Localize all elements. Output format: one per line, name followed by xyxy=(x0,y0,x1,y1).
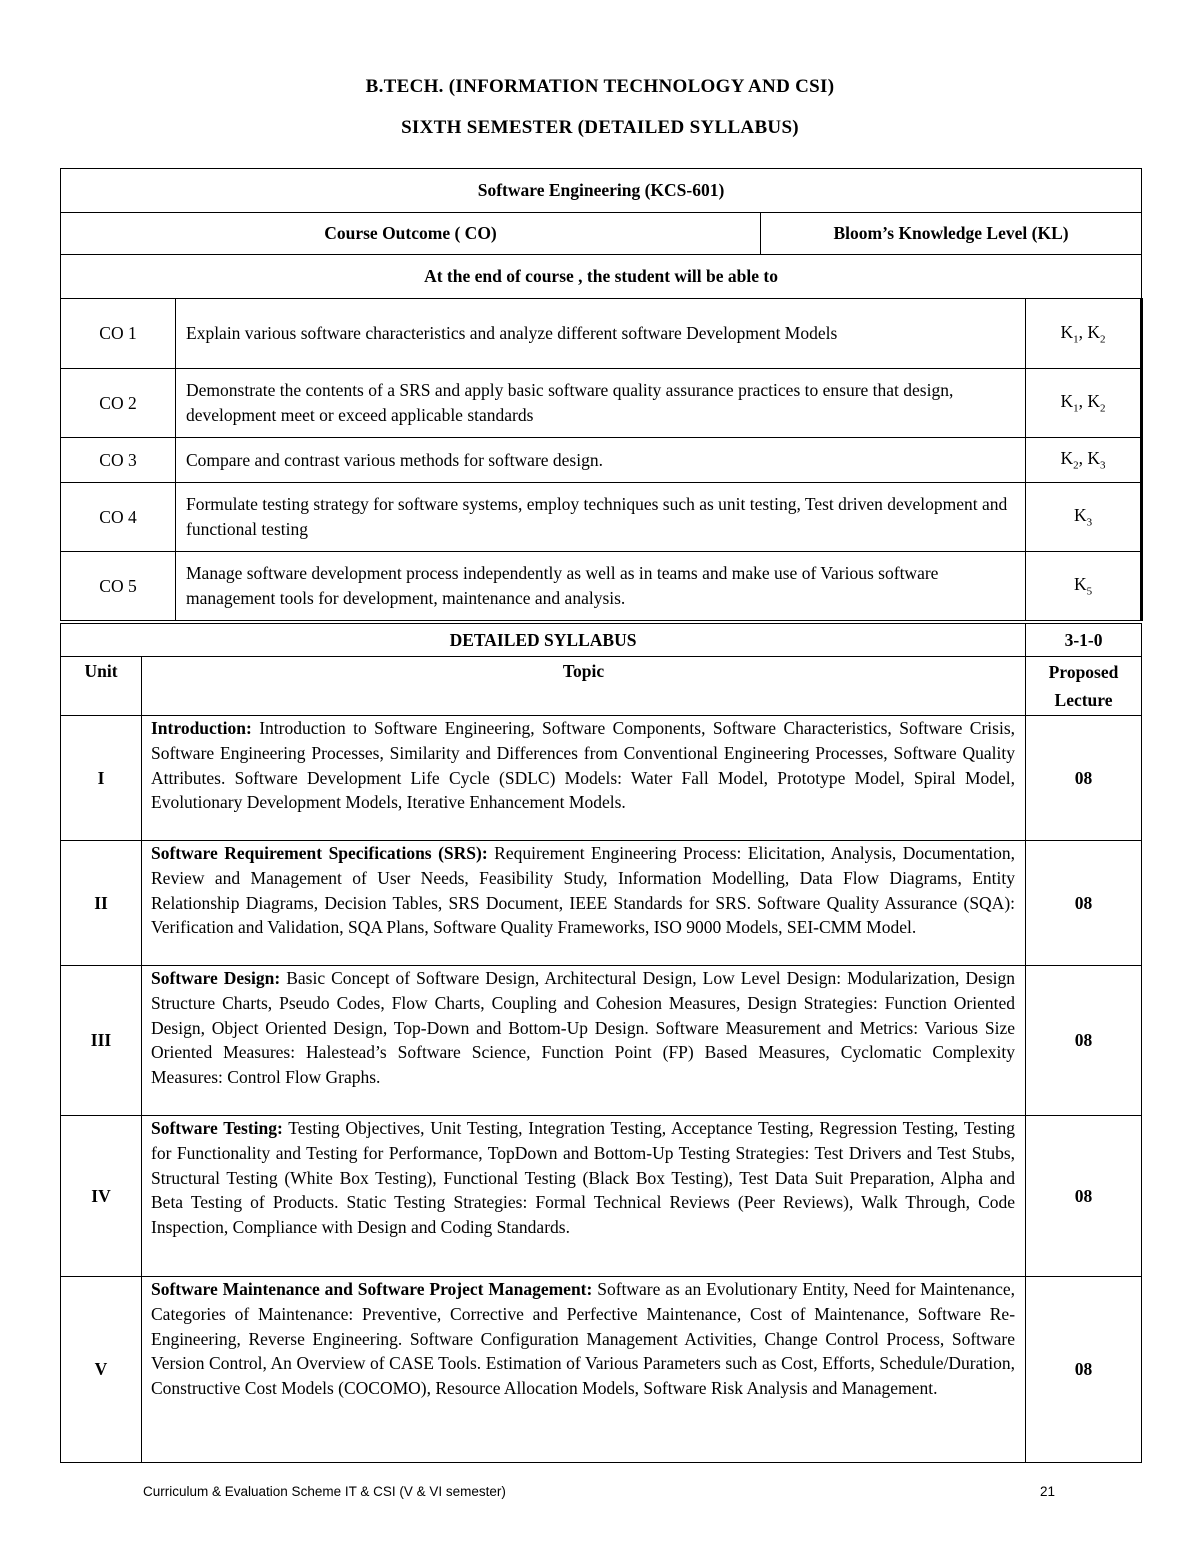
lecture-count: 08 xyxy=(1026,1116,1142,1277)
lecture-count: 08 xyxy=(1026,966,1142,1116)
co-id: CO 2 xyxy=(61,369,176,438)
unit-number: II xyxy=(61,841,142,966)
topic-heading: Introduction: xyxy=(151,718,252,738)
unit-number: III xyxy=(61,966,142,1116)
topic-body: Basic Concept of Software Design, Architectural Design, Low Level Design: Modularization, Design Structure Charts, Pseudo Codes, Flow Charts, Coupling and Cohesion Measures, Design Strategies: Function Oriented Design, Object Oriented Design, Top-Down and Bottom-Up Design. Software Measurement and Metrics: Various Size Oriented Measures: Halestead’s Software Science, Function Point (FP) Based Measures, Cyclomatic Complexity Measures: Control Flow Graphs. xyxy=(151,968,1016,1088)
topic-heading: Software Requirement Specifications (SRS): xyxy=(151,843,488,863)
document-subtitle: SIXTH SEMESTER (DETAILED SYLLABUS) xyxy=(401,117,799,138)
page-footer: Curriculum & Evaluation Scheme IT & CSI (V & VI semester) xyxy=(143,1484,506,1499)
table-row xyxy=(61,1116,1142,1277)
unit-topic xyxy=(142,716,1026,841)
unit-topic xyxy=(142,1277,1026,1463)
unit-topic xyxy=(142,966,1026,1116)
course-name: Software Engineering (KCS-601) xyxy=(61,169,1142,213)
co-kl: $K_1$, $K_2$ xyxy=(1026,299,1142,369)
lecture-count: 08 xyxy=(1026,1277,1142,1463)
table-row xyxy=(61,299,1142,369)
unit-number: IV xyxy=(61,1116,142,1277)
course-outcome-table xyxy=(60,168,1143,621)
topic-body: Requirement Engineering Process: Elicitation, Analysis, Documentation, Review and Management of User Needs, Feasibility Study, Information Modelling, Data Flow Diagrams, Entity Relationship Diagrams, Decision Tables, SRS Document, IEEE Standards for SRS. Software Quality Assurance (SQA): Verification and Validation, SQA Plans, Software Quality Frameworks, ISO 9000 Models, SEI-CMM Model. xyxy=(151,843,1016,938)
co-id: CO 4 xyxy=(61,483,176,552)
course-intro: At the end of course , the student will be able to xyxy=(61,255,1142,299)
topic-body: Testing Objectives, Unit Testing, Integration Testing, Acceptance Testing, Regression Testing, Testing for Functionality and Testing for Performance, TopDown and Bottom-Up Testing Strategies: Test Drivers and Test Stubs, Structural Testing (White Box Testing), Functional Testing (Black Box Testing), Test Data Suit Preparation, Alpha and Beta Testing of Products. Static Testing Strategies: Formal Technical Reviews (Peer Reviews), Walk Through, Code Inspection, Compliance with Design and Coding Standards. xyxy=(151,1118,1016,1238)
table-row xyxy=(61,1277,1142,1463)
kl-column-header: Bloom’s Knowledge Level (KL) xyxy=(761,213,1142,255)
table-row xyxy=(61,369,1142,438)
unit-topic xyxy=(142,841,1026,966)
co-id: CO 3 xyxy=(61,438,176,483)
table-row xyxy=(61,483,1142,552)
ltp-value: 3-1-0 xyxy=(1026,624,1142,657)
topic-heading: Software Testing: xyxy=(151,1118,283,1138)
co-column-header: Course Outcome ( CO) xyxy=(61,213,761,255)
table-row xyxy=(61,552,1142,621)
syllabus-title: DETAILED SYLLABUS xyxy=(61,624,1026,657)
topic-body: Introduction to Software Engineering, Software Components, Software Characteristics, Software Crisis, Software Engineering Processes, Similarity and Differences from Conventional Engineering Processes, Software Quality Attributes. Software Development Life Cycle (SDLC) Models: Water Fall Model, Prototype Model, Spiral Model, Evolutionary Development Models, Iterative Enhancement Models. xyxy=(151,718,1016,813)
co-description: Manage software development process independently as well as in teams and make use of Various software management tools for development, maintenance and analysis. xyxy=(176,552,1026,621)
lecture-count: 08 xyxy=(1026,716,1142,841)
co-id: CO 1 xyxy=(61,299,176,369)
table-row xyxy=(61,966,1142,1116)
unit-column-header: Unit xyxy=(61,657,142,716)
co-kl: $K_5$ xyxy=(1026,552,1142,621)
co-description: Demonstrate the contents of a SRS and apply basic software quality assurance practices to ensure that design, development meet or exceed applicable standards xyxy=(176,369,1026,438)
syllabus-table xyxy=(60,623,1142,1463)
co-kl: $K_2$, $K_3$ xyxy=(1026,438,1142,483)
table-row xyxy=(61,841,1142,966)
unit-number: I xyxy=(61,716,142,841)
co-description: Explain various software characteristics and analyze different software Development Models xyxy=(176,299,1026,369)
co-kl: $K_3$ xyxy=(1026,483,1142,552)
page-number: 21 xyxy=(1040,1484,1056,1499)
unit-number: V xyxy=(61,1277,142,1463)
co-description: Compare and contrast various methods for software design. xyxy=(176,438,1026,483)
lecture-count: 08 xyxy=(1026,841,1142,966)
topic-heading: Software Design: xyxy=(151,968,281,988)
topic-body: Software as an Evolutionary Entity, Need for Maintenance, Categories of Maintenance: Preventive, Corrective and Perfective Maintenance, Cost of Maintenance, Software Re- Engineering, Reverse Engineering. Software Configuration Management Activities, Change Control Process, Software Version Control, An Overview of CASE Tools. Estimation of Various Parameters such as Cost, Efforts, Schedule/Duration, Constructive Cost Models (COCOMO), Resource Allocation Models, Software Risk Analysis and Management. xyxy=(151,1279,1016,1399)
table-row xyxy=(61,716,1142,841)
co-description: Formulate testing strategy for software systems, employ techniques such as unit testing, Test driven development and functional testing xyxy=(176,483,1026,552)
topic-heading: Software Maintenance and Software Project Management: xyxy=(151,1279,593,1299)
table-row xyxy=(61,438,1142,483)
co-kl: $K_1$, $K_2$ xyxy=(1026,369,1142,438)
unit-topic xyxy=(142,1116,1026,1277)
document-title: B.TECH. (INFORMATION TECHNOLOGY AND CSI) xyxy=(365,76,835,97)
co-id: CO 5 xyxy=(61,552,176,621)
lecture-column-header: Proposed Lecture xyxy=(1026,657,1142,716)
topic-column-header: Topic xyxy=(142,657,1026,716)
